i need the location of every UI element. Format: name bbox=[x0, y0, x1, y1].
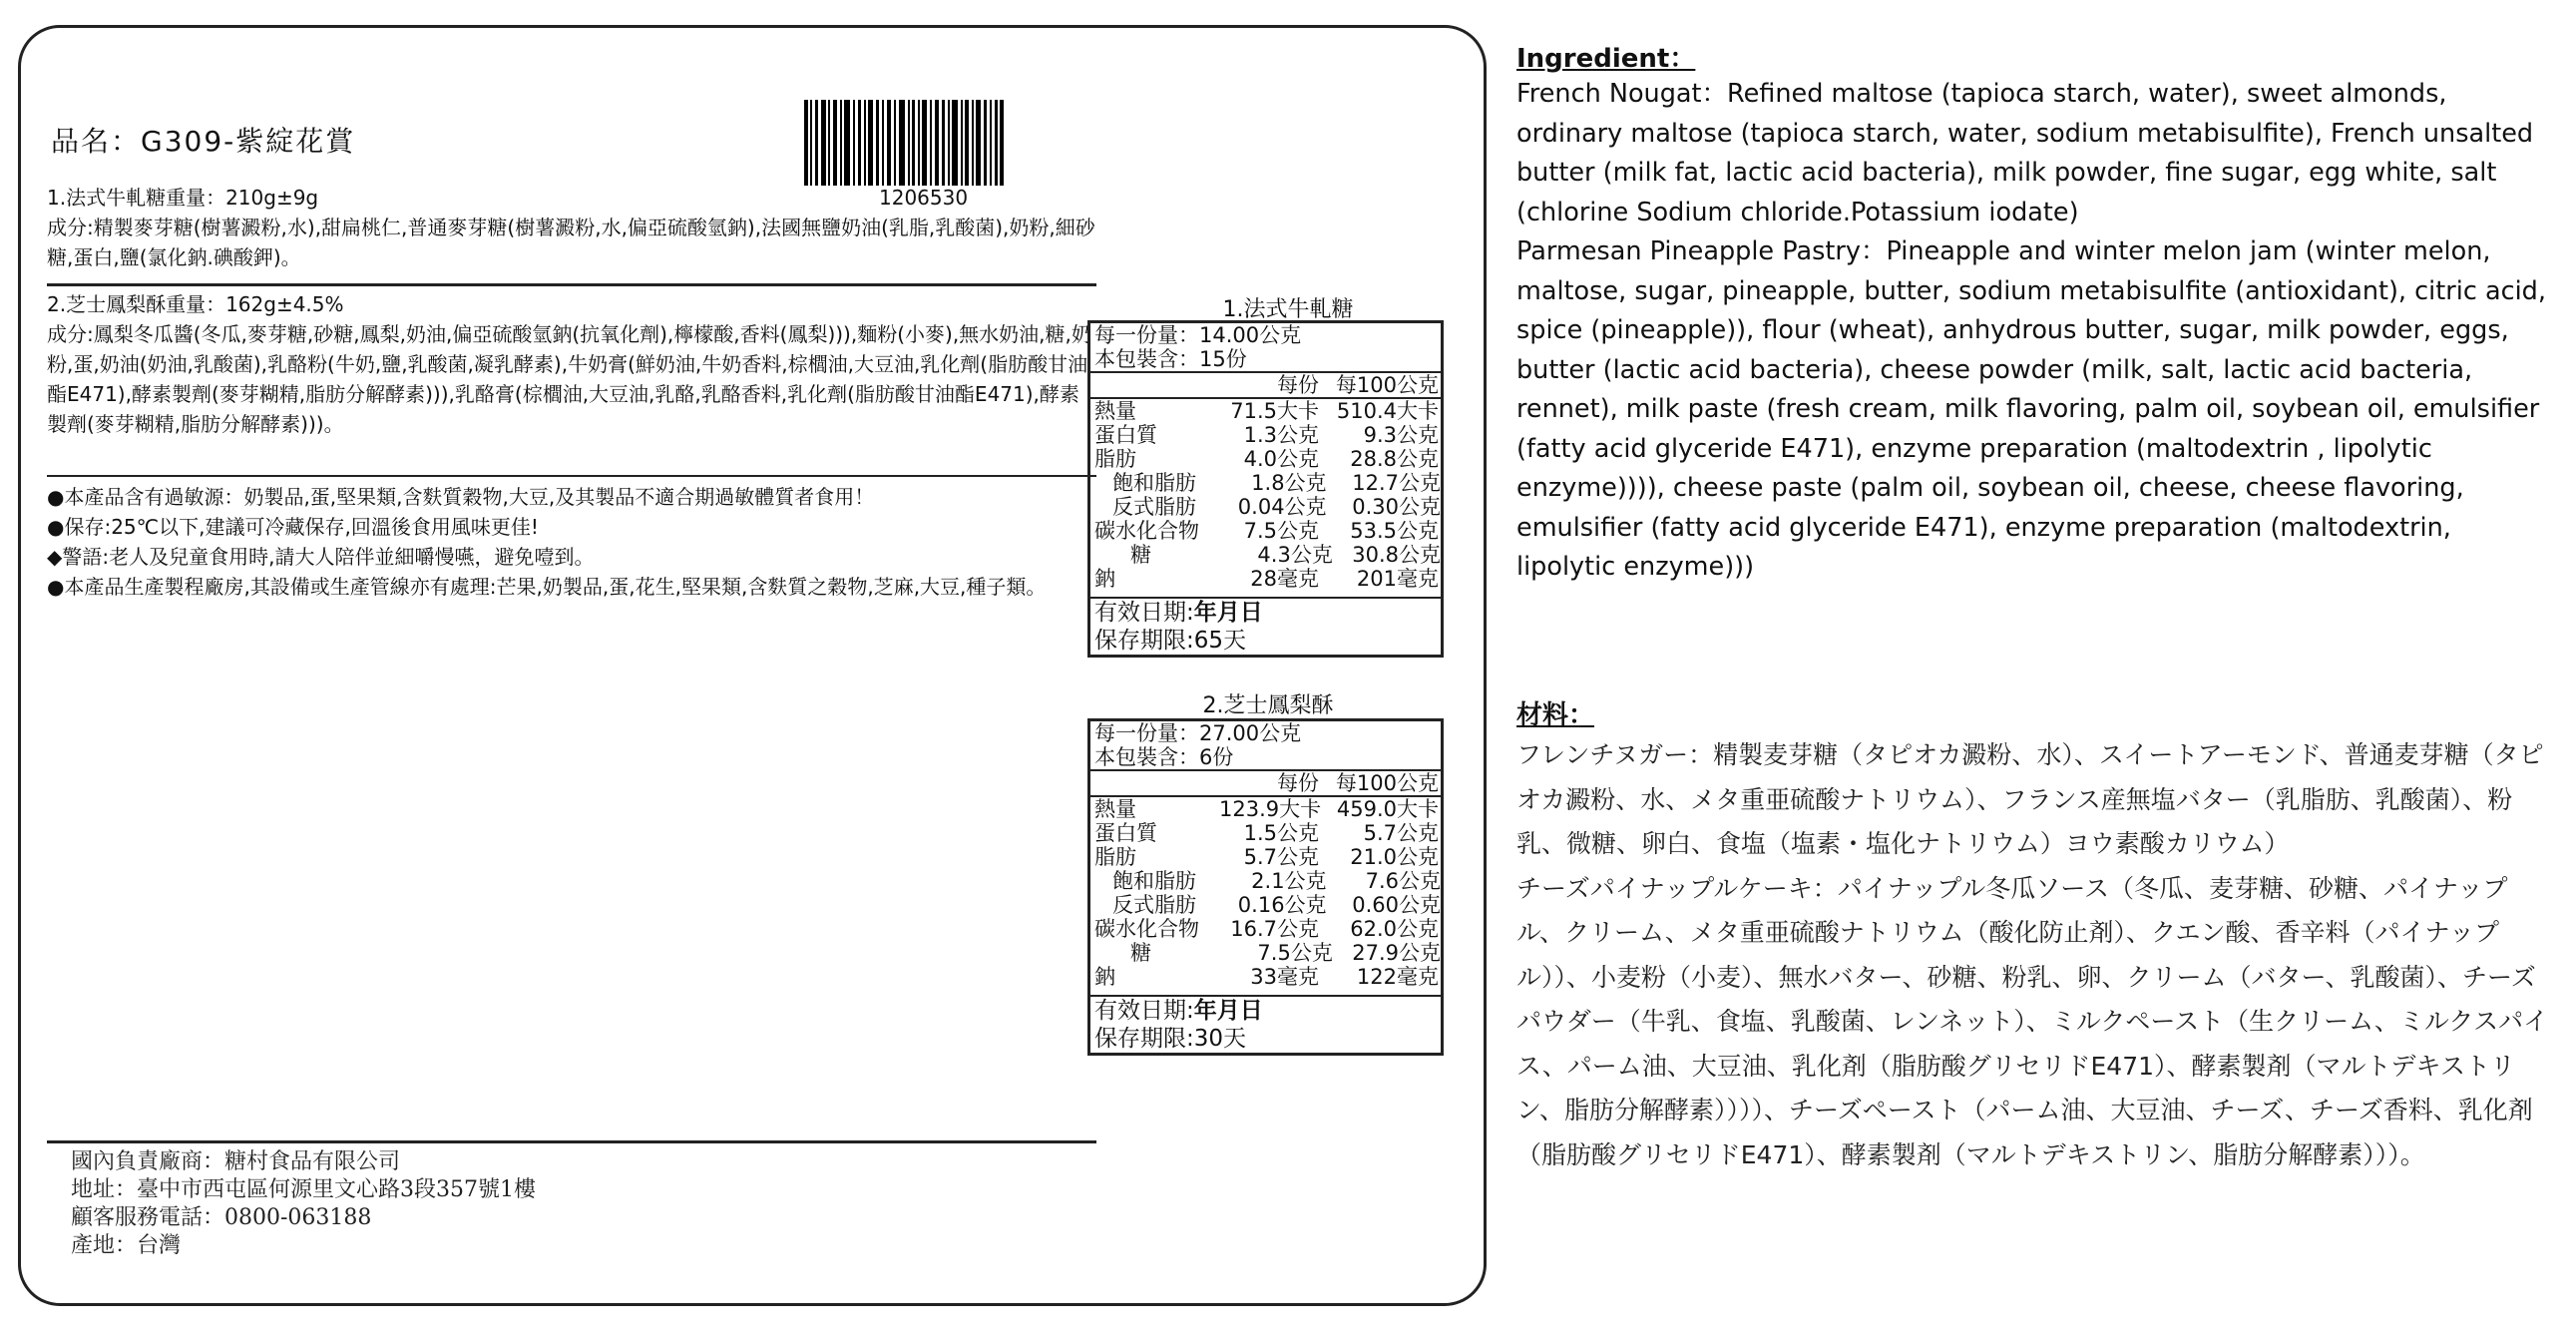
nutrient-per-100g: 9.3公克 bbox=[1363, 423, 1439, 447]
nutrient-name: 反式脂肪 bbox=[1112, 893, 1196, 917]
notes-block bbox=[47, 482, 1096, 602]
barcode-number: 1206530 bbox=[879, 186, 969, 210]
nutrition-title-pineapple: 2.芝士鳳梨酥 bbox=[1202, 693, 1334, 718]
nutrient-name: 蛋白質 bbox=[1094, 821, 1157, 845]
nutrient-per-100g: 7.6公克 bbox=[1365, 869, 1441, 893]
expiry-value: 年月日 bbox=[1193, 998, 1263, 1024]
japanese-ingredients bbox=[1516, 694, 2554, 1177]
nutrient-name: 碳水化合物 bbox=[1094, 917, 1199, 941]
expiry-label: 有效日期: bbox=[1094, 998, 1194, 1024]
nutrient-name: 蛋白質 bbox=[1094, 423, 1157, 447]
nutrient-per-serving: 7.5公克 bbox=[1243, 519, 1319, 543]
barcode bbox=[804, 100, 1004, 186]
nutrient-per-100g: 21.0公克 bbox=[1350, 845, 1439, 869]
footer-divider bbox=[47, 1140, 1096, 1143]
nutrient-per-100g: 53.5公克 bbox=[1350, 519, 1439, 543]
nutrient-per-100g: 122毫克 bbox=[1356, 965, 1439, 989]
serving-size: 每一份量：14.00公克 bbox=[1094, 323, 1302, 347]
col-per-100g: 每100公克 bbox=[1335, 373, 1439, 397]
nutrient-per-serving: 4.0公克 bbox=[1243, 447, 1319, 471]
nougat-ingredients: 成分:精製麥芽糖(樹薯澱粉,水),甜扁桃仁,普通麥芽糖(樹薯澱粉,水,偏亞硫酸氫鈉),法國無鹽奶油(乳脂,乳酸菌),奶粉,細砂糖,蛋白,鹽(氯化鈉.碘酸鉀)。 bbox=[47, 216, 1095, 269]
manufacturer-name: 國內負責廠商：糖村食品有限公司 bbox=[71, 1149, 401, 1174]
nutrient-per-serving: 16.7公克 bbox=[1230, 917, 1319, 941]
warning-note: ◆警語:老人及兒童食用時,請大人陪伴並細嚼慢嚥，避免噎到。 bbox=[47, 545, 595, 569]
nutrient-per-serving: 4.3公克 bbox=[1257, 543, 1333, 567]
nutrient-per-serving: 7.5公克 bbox=[1257, 941, 1333, 965]
nutrient-per-serving: 1.8公克 bbox=[1251, 471, 1327, 495]
divider bbox=[47, 283, 1096, 286]
manufacturer-info bbox=[71, 1148, 536, 1260]
nutrition-title-nougat: 1.法式牛軋糖 bbox=[1222, 297, 1354, 322]
servings-per-package: 本包裝含：6份 bbox=[1094, 745, 1234, 769]
nutrition-table-nougat bbox=[1087, 320, 1444, 658]
english-pineapple-text: Parmesan Pineapple Pastry：Pineapple and winter melon jam (winter melon, maltose, sugar, pineapple, butter, sodium metabisulfite (antioxidant), citric acid, spice (pineapple)), flour (wheat), anhydrous butter, sugar, milk powder, eggs, butter (lactic acid bacteria), cheese powder (milk, salt, lactic acid bacteria, rennet), milk paste (fresh cream, milk flavoring, palm oil, soybean oil, emulsifier (fatty acid glyceride E471), enzyme preparation (maltodextrin , lipolytic enzyme)))), cheese paste (palm oil, soybean oil, cheese, cheese flavoring, emulsifier (fatty acid glyceride E471), enzyme preparation (maltodextrin, lipolytic enzyme))) bbox=[1516, 236, 2546, 582]
nutrient-per-100g: 0.30公克 bbox=[1352, 495, 1441, 519]
nutrient-per-100g: 62.0公克 bbox=[1350, 917, 1439, 941]
serving-size: 每一份量：27.00公克 bbox=[1094, 721, 1302, 745]
nutrient-name: 鈉 bbox=[1094, 965, 1115, 989]
expiry-value: 年月日 bbox=[1193, 600, 1263, 626]
servings-per-package: 本包裝含：15份 bbox=[1094, 347, 1247, 371]
nutrient-per-serving: 1.5公克 bbox=[1243, 821, 1319, 845]
storage-note: ●保存:25℃以下,建議可冷藏保存,回溫後食用風味更佳! bbox=[47, 515, 539, 539]
nutrient-name: 熱量 bbox=[1094, 797, 1136, 821]
nutrient-name: 熱量 bbox=[1094, 399, 1136, 423]
japanese-pineapple-text: チーズパイナップルケーキ：パイナップル冬瓜ソース（冬瓜、麦芽糖、砂糖、パイナップル、クリーム、メタ重亜硫酸ナトリウム（酸化防止剤）、クエン酸、香辛料（パイナップル））、小麦粉（小麦）、無水バター、砂糖、粉乳、卵、クリーム（バター、乳酸菌）、チーズパウダー（牛乳、食塩、乳酸菌、レンネット）、ミルクペースト（生クリーム、ミルクスパイス、パーム油、大豆油、乳化剤（脂肪酸グリセリドE471）、酵素製剤（マルトデキストリン、脂肪分解酵素））））、チーズペースト（パーム油、大豆油、チーズ、チーズ香料、乳化剤（脂肪酸グリセリドE471）、酵素製剤（マルトデキストリン、脂肪分解酵素）））。 bbox=[1516, 873, 2549, 1169]
col-per-serving: 每份 bbox=[1277, 771, 1319, 795]
col-per-100g: 每100公克 bbox=[1335, 771, 1439, 795]
nutrient-per-100g: 5.7公克 bbox=[1363, 821, 1439, 845]
facility-note: ●本產品生產製程廠房,其設備或生產管線亦有處理:芒果,奶製品,蛋,花生,堅果類,含麩質之穀物,芝麻,大豆,種子類。 bbox=[47, 575, 1047, 599]
nougat-weight-title: 1.法式牛軋糖重量：210g±9g bbox=[47, 186, 319, 210]
origin: 產地：台灣 bbox=[71, 1233, 182, 1258]
nutrient-name: 脂肪 bbox=[1094, 845, 1136, 869]
nutrient-name: 飽和脂肪 bbox=[1112, 471, 1196, 495]
nutrient-name: 糖 bbox=[1130, 543, 1151, 567]
nutrient-name: 反式脂肪 bbox=[1112, 495, 1196, 519]
nutrient-per-100g: 0.60公克 bbox=[1352, 893, 1441, 917]
english-heading: Ingredient： bbox=[1516, 44, 1696, 74]
nutrient-per-serving: 1.3公克 bbox=[1243, 423, 1319, 447]
nutrient-per-serving: 33毫克 bbox=[1250, 965, 1319, 989]
english-nougat-text: French Nougat：Refined maltose (tapioca starch, water), sweet almonds, ordinary maltose (tapioca starch, water, sodium metabisulfite), French unsalted butter (milk fat, lactic acid bacteria), milk powder, fine sugar, egg white, salt (chlorine Sodium chloride.Potassium iodate) bbox=[1516, 79, 2534, 227]
nutrient-per-serving: 28毫克 bbox=[1250, 567, 1319, 591]
nutrition-table-pineapple bbox=[1087, 718, 1444, 1056]
nutrient-per-serving: 2.1公克 bbox=[1251, 869, 1327, 893]
nutrient-per-100g: 459.0大卡 bbox=[1336, 797, 1439, 821]
nutrient-per-serving: 71.5大卡 bbox=[1230, 399, 1319, 423]
nutrient-per-serving: 0.04公克 bbox=[1237, 495, 1327, 519]
nutrient-name: 飽和脂肪 bbox=[1112, 869, 1196, 893]
shelf-life: 保存期限:65天 bbox=[1094, 628, 1247, 654]
nutrient-per-serving: 123.9大卡 bbox=[1219, 797, 1322, 821]
expiry-label: 有效日期: bbox=[1094, 600, 1194, 626]
product-name: 品名：G309-紫綻花賞 bbox=[51, 125, 356, 158]
manufacturer-address: 地址：臺中市西屯區何源里文心路3段357號1樓 bbox=[71, 1177, 536, 1202]
nutrient-name: 鈉 bbox=[1094, 567, 1115, 591]
nutrient-per-serving: 0.16公克 bbox=[1237, 893, 1327, 917]
allergen-note: ●本產品含有過敏源：奶製品,蛋,堅果類,含麩質穀物,大豆,及其製品不適合期過敏體質者食用！ bbox=[47, 485, 875, 509]
nutrient-name: 糖 bbox=[1130, 941, 1151, 965]
pineapple-ingredients: 成分:鳳梨冬瓜醬(冬瓜,麥芽糖,砂糖,鳳梨,奶油,偏亞硫酸氫鈉(抗氧化劑),檸檬酸,香料(鳳梨))),麵粉(小麥),無水奶油,糖,奶粉,蛋,奶油(奶油,乳酸菌),乳酪粉(牛奶,鹽,乳酸菌,凝乳酵素),牛奶膏(鮮奶油,牛奶香料,棕櫚油,大豆油,乳化劑(脂肪酸甘油酯E471),酵素製劑(麥芽糊精,脂肪分解酵素))),乳酪膏(棕櫚油,大豆油,乳酪,乳酪香料,乳化劑(脂肪酸甘油酯E471),酵素製劑(麥芽糊精,脂肪分解酵素)))。 bbox=[47, 322, 1091, 436]
nutrient-per-100g: 12.7公克 bbox=[1352, 471, 1441, 495]
pineapple-weight-title: 2.芝士鳳梨酥重量：162g±4.5% bbox=[47, 292, 344, 316]
nutrient-name: 脂肪 bbox=[1094, 447, 1136, 471]
shelf-life: 保存期限:30天 bbox=[1094, 1026, 1247, 1052]
nutrient-name: 碳水化合物 bbox=[1094, 519, 1199, 543]
english-ingredients bbox=[1516, 38, 2554, 588]
divider bbox=[47, 475, 1096, 477]
nutrient-per-100g: 30.8公克 bbox=[1352, 543, 1441, 567]
nutrient-per-100g: 27.9公克 bbox=[1352, 941, 1441, 965]
nutrient-per-100g: 510.4大卡 bbox=[1336, 399, 1439, 423]
product-label-card bbox=[18, 25, 1487, 1306]
section-pineapple bbox=[47, 289, 1096, 439]
col-per-serving: 每份 bbox=[1277, 373, 1319, 397]
nutrient-per-100g: 28.8公克 bbox=[1350, 447, 1439, 471]
nutrient-per-serving: 5.7公克 bbox=[1243, 845, 1319, 869]
section-nougat bbox=[47, 183, 1096, 272]
japanese-nougat-text: フレンチヌガー：精製麦芽糖（タピオカ澱粉、水）、スイートアーモンド、普通麦芽糖（タピオカ澱粉、水、メタ重亜硫酸ナトリウム）、フランス産無塩バター（乳脂肪、乳酸菌）、粉乳、微糖、卵白、食塩（塩素・塩化ナトリウム）ヨウ素酸カリウム） bbox=[1516, 740, 2544, 858]
japanese-heading: 材料： bbox=[1516, 700, 1595, 730]
nutrient-per-100g: 201毫克 bbox=[1356, 567, 1439, 591]
customer-service-phone: 顧客服務電話：0800-063188 bbox=[71, 1205, 372, 1230]
